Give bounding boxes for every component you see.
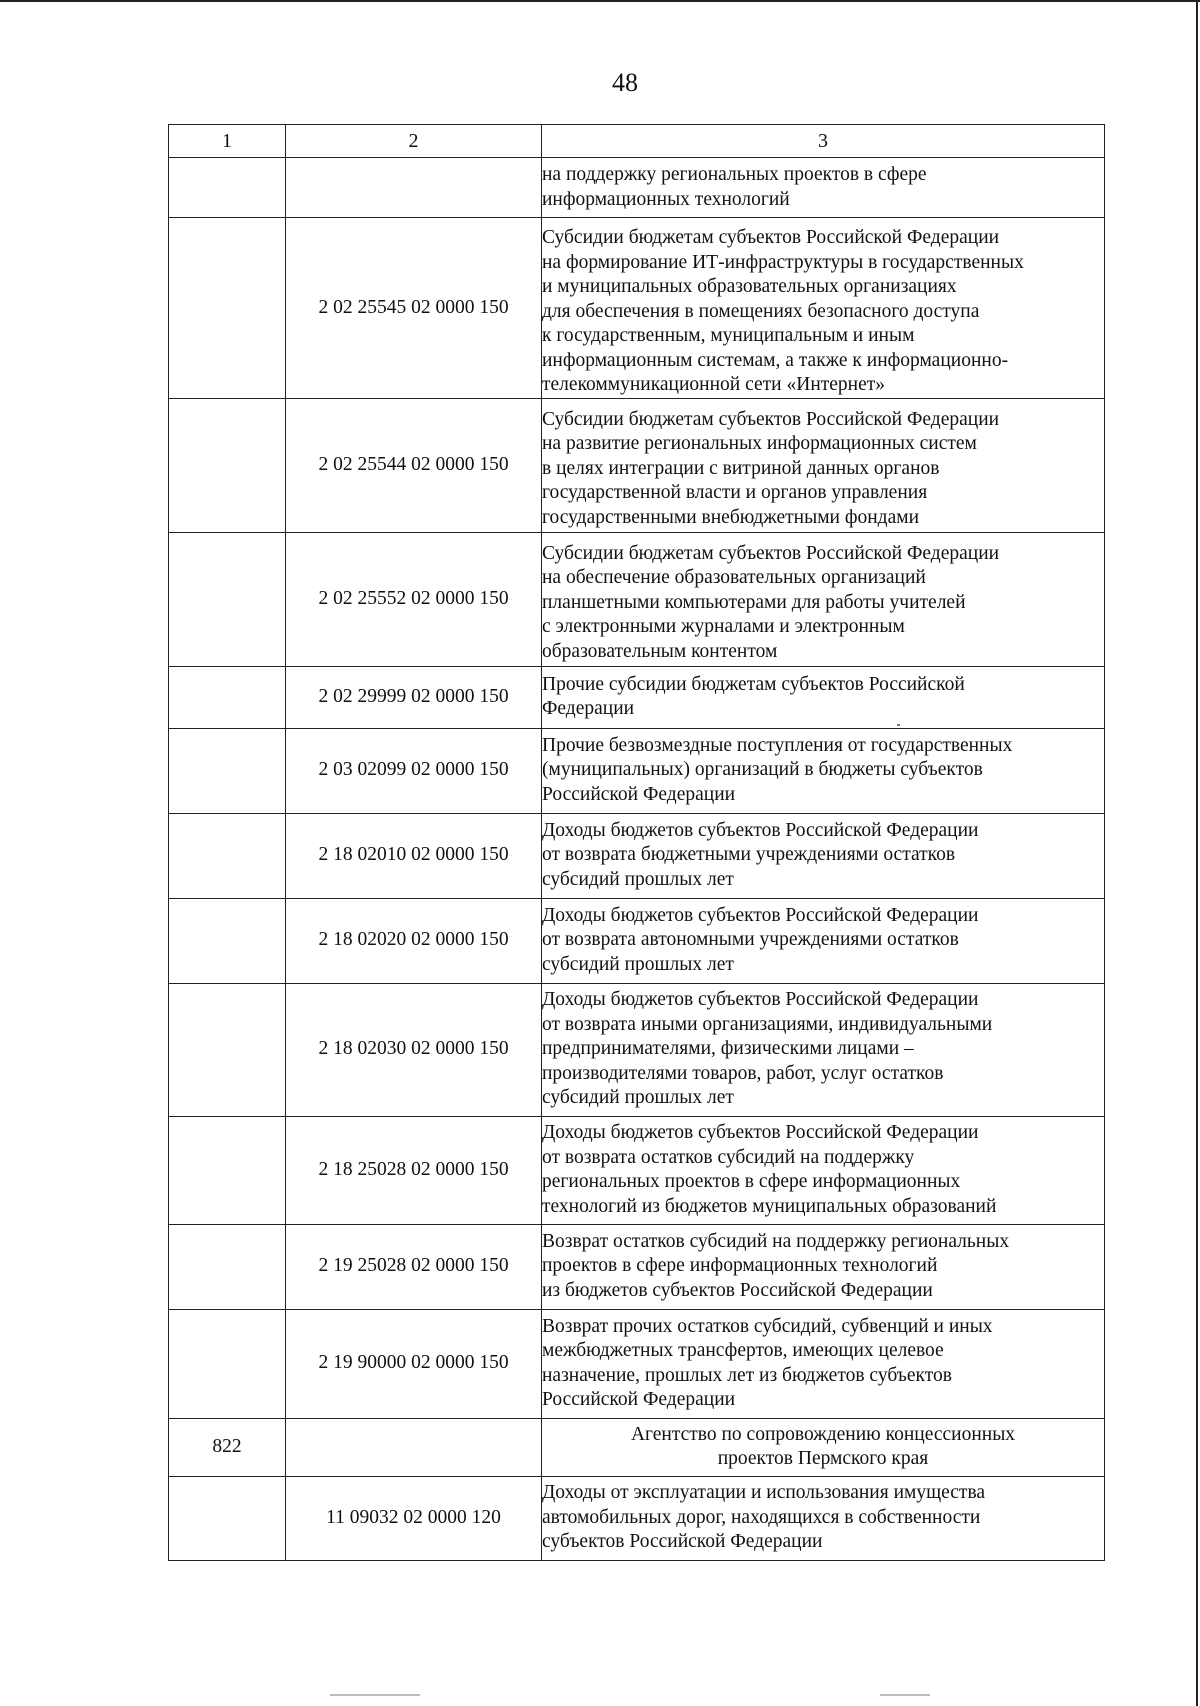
revenue-code-cell: 2 18 02020 02 0000 150 [286, 898, 542, 983]
admin-code-cell [169, 1224, 286, 1309]
revenue-description: Доходы бюджетов субъектов Российской Федерации от возврата иными организациями, индивидуальными предпринимателями, физическими лицами – производителями товаров, работ, услуг остатков субсидий прошлых лет [542, 989, 993, 1109]
revenue-code-cell: 2 19 25028 02 0000 150 [286, 1224, 542, 1309]
revenue-code-cell: 2 03 02099 02 0000 150 [286, 728, 542, 813]
revenue-description-cell [542, 1116, 1105, 1224]
revenue-description-cell [542, 218, 1105, 399]
revenue-description: Доходы бюджетов субъектов Российской Федерации от возврата остатков субсидий на поддержку региональных проектов в сфере информационных технологий из бюджетов муниципальных образований [542, 1122, 997, 1217]
table-header-row [169, 125, 1105, 158]
revenue-description-cell [542, 1224, 1105, 1309]
table-row [169, 1224, 1105, 1309]
agency-title: Агентство по сопровождению концессионных проектов Пермского края [630, 1423, 1016, 1469]
revenue-description: Доходы бюджетов субъектов Российской Федерации от возврата бюджетными учреждениями остатков субсидий прошлых лет [542, 819, 979, 890]
revenue-code-cell: 2 02 25544 02 0000 150 [286, 398, 542, 532]
table-row [169, 983, 1105, 1116]
page-number: 48 [612, 68, 638, 97]
revenue-description: Возврат прочих остатков субсидий, субвенций и иных межбюджетных трансфертов, имеющих целевое назначение, прошлых лет из бюджетов субъектов Российской Федерации [542, 1315, 993, 1410]
scan-artifact [880, 1694, 930, 1696]
admin-code-cell [169, 1116, 286, 1224]
admin-code-cell [169, 218, 286, 399]
revenue-description-cell [542, 813, 1105, 898]
revenue-description-cell [542, 1476, 1105, 1560]
table-row [169, 813, 1105, 898]
revenue-description: Субсидии бюджетам субъектов Российской Федерации на развитие региональных информационных систем в целях интеграции с витриной данных органов государственной власти и органов управления государственными внебюджетными фондами [542, 408, 1000, 528]
table-row [169, 1476, 1105, 1560]
budget-revenue-table [168, 124, 1105, 1561]
revenue-description: Прочие субсидии бюджетам субъектов Российской Федерации [542, 673, 965, 719]
admin-code-cell [169, 532, 286, 666]
scan-border-right [1196, 0, 1198, 1706]
revenue-code-cell: 11 09032 02 0000 120 [286, 1476, 542, 1560]
table-row [169, 532, 1105, 666]
admin-code-cell [169, 1309, 286, 1418]
revenue-description-cell [542, 532, 1105, 666]
admin-code-cell [169, 158, 286, 218]
table-row [169, 898, 1105, 983]
admin-code-cell [169, 983, 286, 1116]
revenue-description: Субсидии бюджетам субъектов Российской Федерации на формирование ИТ-инфраструктуры в государственных и муниципальных образовательных организациях для обеспечения в помещениях безопасного доступа к государственным, муниципальным и иным информационным системам, а также к информационно- телекоммуникационной сети «Интернет» [542, 227, 1024, 395]
revenue-description: Доходы от эксплуатации и использования имущества автомобильных дорог, находящихся в собственности субъектов Российской Федерации [542, 1482, 986, 1553]
revenue-code-cell: 2 18 02010 02 0000 150 [286, 813, 542, 898]
admin-code-cell [169, 398, 286, 532]
table-row [169, 398, 1105, 532]
admin-code-cell [169, 666, 286, 728]
admin-code-cell [169, 813, 286, 898]
revenue-description-cell [542, 728, 1105, 813]
revenue-code-cell: 2 02 29999 02 0000 150 [286, 666, 542, 728]
table-row [169, 218, 1105, 399]
admin-code-cell [169, 1476, 286, 1560]
scan-artifact [330, 1694, 420, 1696]
revenue-description-cell [542, 898, 1105, 983]
table-row [169, 1116, 1105, 1224]
revenue-description-cell [542, 666, 1105, 728]
revenue-description: Доходы бюджетов субъектов Российской Федерации от возврата автономными учреждениями остатков субсидий прошлых лет [542, 904, 979, 975]
revenue-code-cell: 2 18 25028 02 0000 150 [286, 1116, 542, 1224]
table-row [169, 158, 1105, 218]
revenue-code-cell: 2 19 90000 02 0000 150 [286, 1309, 542, 1418]
revenue-code-cell: 2 18 02030 02 0000 150 [286, 983, 542, 1116]
revenue-description: на поддержку региональных проектов в сфере информационных технологий [542, 164, 927, 210]
table-row [169, 1309, 1105, 1418]
header-col-1: 1 [169, 125, 286, 158]
revenue-description: Прочие безвозмездные поступления от государственных (муниципальных) организаций в бюджеты субъектов Российской Федерации [542, 734, 1013, 805]
admin-code-cell [169, 898, 286, 983]
revenue-description-cell [542, 398, 1105, 532]
table-row [169, 666, 1105, 728]
agency-title-cell [542, 1418, 1105, 1476]
admin-code-cell [169, 728, 286, 813]
revenue-description-cell [542, 158, 1105, 218]
scan-speck [897, 724, 900, 726]
revenue-description-cell [542, 1309, 1105, 1418]
table-row [169, 1418, 1105, 1476]
revenue-description-cell [542, 983, 1105, 1116]
header-col-2: 2 [286, 125, 542, 158]
revenue-description: Субсидии бюджетам субъектов Российской Федерации на обеспечение образовательных организаций планшетными компьютерами для работы учителей с электронными журналами и электронным образовательным контентом [542, 542, 1000, 662]
table-row [169, 728, 1105, 813]
revenue-code-cell: 2 02 25545 02 0000 150 [286, 218, 542, 399]
revenue-code-cell [286, 1418, 542, 1476]
revenue-code-cell: 2 02 25552 02 0000 150 [286, 532, 542, 666]
revenue-description: Возврат остатков субсидий на поддержку региональных проектов в сфере информационных технологий из бюджетов субъектов Российской Федерации [542, 1230, 1010, 1301]
scan-border-top [0, 0, 1200, 2]
revenue-code-cell [286, 158, 542, 218]
header-col-3: 3 [542, 125, 1105, 158]
admin-code-cell: 822 [169, 1418, 286, 1476]
